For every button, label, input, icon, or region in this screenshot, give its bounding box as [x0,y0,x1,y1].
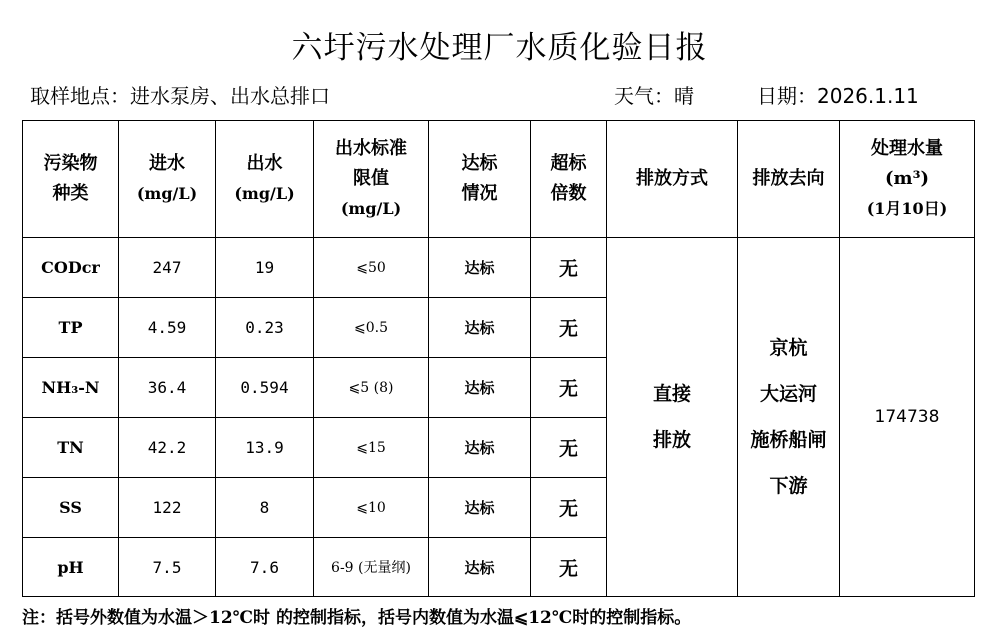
header-pollutant: 污染物 种类 [23,121,119,238]
pollutant-name: TN [23,418,119,478]
exceed-value: 无 [531,358,607,418]
limit-value: ⩽10 [314,478,429,538]
inflow-value: 4.59 [119,298,216,358]
report-date: 日期：2026.1.11 [757,84,919,108]
status-value: 达标 [429,238,531,298]
exceed-value: 无 [531,418,607,478]
header-status: 达标 情况 [429,121,531,238]
header-inflow: 进水 (mg/L) [119,121,216,238]
inflow-value: 247 [119,238,216,298]
limit-value: ⩽0.5 [314,298,429,358]
pollutant-name: NH₃-N [23,358,119,418]
outflow-value: 19 [216,238,314,298]
sampling-location: 取样地点：进水泵房、出水总排口 [30,84,330,108]
limit-value: ⩽50 [314,238,429,298]
status-value: 达标 [429,358,531,418]
pollutant-name: TP [23,298,119,358]
pollutant-name: SS [23,478,119,538]
outflow-value: 0.23 [216,298,314,358]
exceed-value: 无 [531,538,607,597]
status-value: 达标 [429,418,531,478]
discharge-dest-cell: 京杭 大运河 施桥船闸 下游 [738,238,840,597]
exceed-value: 无 [531,298,607,358]
volume-cell: 174738 [840,238,975,597]
status-value: 达标 [429,478,531,538]
header-outflow: 出水 (mg/L) [216,121,314,238]
water-quality-table [22,120,975,597]
outflow-value: 7.6 [216,538,314,597]
weather: 天气：晴 [614,84,694,108]
header-discharge-method: 排放方式 [607,121,738,238]
exceed-value: 无 [531,238,607,298]
footnote: 注：括号外数值为水温＞12℃时 的控制指标，括号内数值为水温⩽12℃时的控制指标。 [22,608,692,628]
header-discharge-dest: 排放去向 [738,121,840,238]
header-exceed: 超标 倍数 [531,121,607,238]
limit-value: ⩽15 [314,418,429,478]
status-value: 达标 [429,538,531,597]
table-row [23,238,975,298]
outflow-value: 13.9 [216,418,314,478]
inflow-value: 36.4 [119,358,216,418]
exceed-value: 无 [531,478,607,538]
inflow-value: 42.2 [119,418,216,478]
header-volume: 处理水量 (m³) (1月10日) [840,121,975,238]
header-limit: 出水标准 限值 (mg/L) [314,121,429,238]
report-title: 六圩污水处理厂水质化验日报 [291,30,708,66]
inflow-value: 7.5 [119,538,216,597]
pollutant-name: pH [23,538,119,597]
outflow-value: 0.594 [216,358,314,418]
inflow-value: 122 [119,478,216,538]
outflow-value: 8 [216,478,314,538]
limit-value: ⩽5 (8) [314,358,429,418]
status-value: 达标 [429,298,531,358]
pollutant-name: CODcr [23,238,119,298]
header-row [23,121,975,238]
discharge-method-cell: 直接 排放 [607,238,738,597]
limit-value: 6-9 (无量纲) [314,538,429,597]
